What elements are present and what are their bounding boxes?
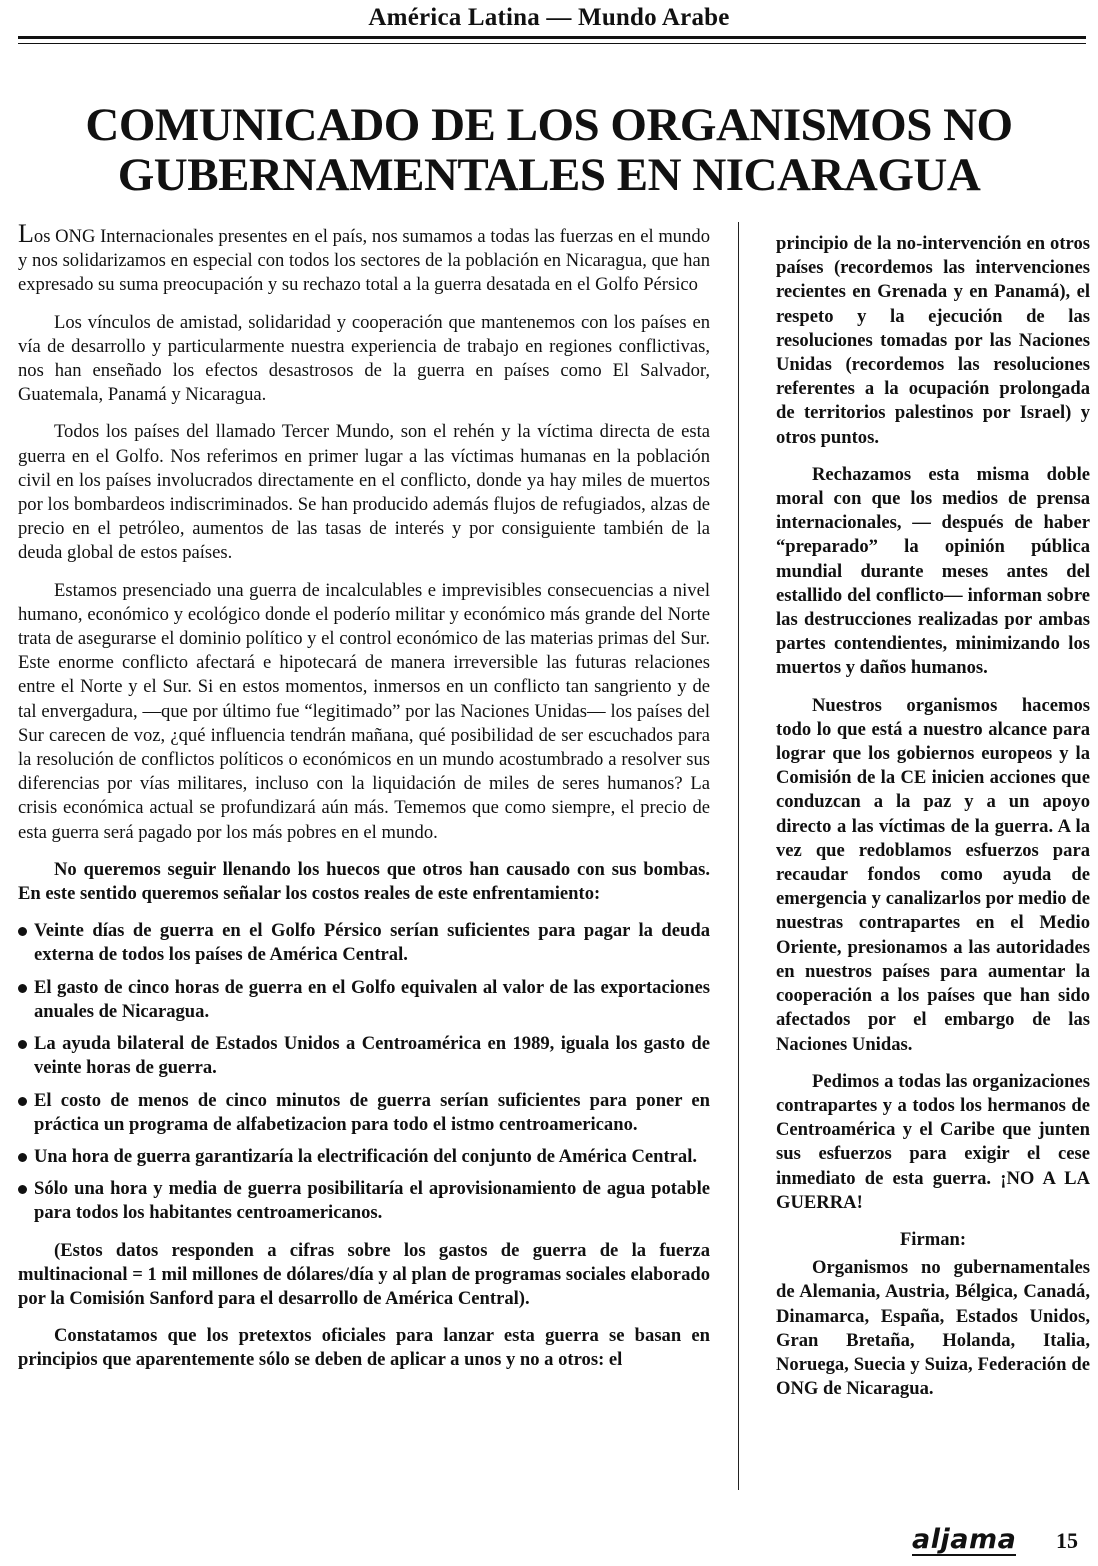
- paragraph-tercer-mundo: Todos los países del llamado Tercer Mundo, son el rehén y la víctima directa de esta guerra en el Golfo. Nos referimos en primer lugar a las víctimas humanas en la población civil en los países involucrados directamente en el conflicto, donde ya hay miles de muertos por los bombardeos indiscriminados. Se han producido además flujos de refugiados, alzas de precio en el petróleo, aumentos de las tasas de interés y por consiguiente también de la deuda global de estos países.: [18, 421, 710, 564]
- bullet-icon: [18, 984, 27, 993]
- headline-line-2: GUBERNAMENTALES EN NICARAGUA: [117, 149, 981, 201]
- paragraph-vinculos: Los vínculos de amistad, solidaridad y cooperación que mantenemos con los países en vía de desarrollo y particularmente nuestra experiencia de trabajo en regiones conflictivas, nos han enseñado los efectos desastrosos de la guerra en países como El Salvador, Guatemala, Panamá y Nicaragua.: [18, 311, 710, 406]
- bullet-icon: [18, 1097, 27, 1106]
- article-headline: [20, 100, 1078, 200]
- bullet-icon: [18, 1185, 27, 1194]
- right-column: [776, 232, 1090, 1414]
- paragraph-pedimos: Pedimos a todas las organizaciones contrapartes y a todos los hermanos de Centroamérica y el Caribe que junten sus esfuerzos para exigir el cese inmediato de esta guerra. ¡NO A LA GUERRA!: [776, 1070, 1090, 1213]
- list-item: Sólo una hora y media de guerra posibilitaría el aprovisionamiento de agua potable para todos los habitantes centroamericanos.: [18, 1177, 710, 1225]
- section-header: América Latina — Mundo Arabe: [368, 4, 730, 31]
- left-column: [18, 219, 710, 1386]
- cost-bullet-list: [18, 919, 710, 1225]
- bullet-icon: [18, 1040, 27, 1049]
- signatories-list: Organismos no gubernamentales de Alemania, Austria, Bélgica, Canadá, Dinamarca, España, Estados Unidos, Gran Bretaña, Holanda, Italia, Noruega, Suecia y Suiza, Federación de ONG de Nicaragua.: [776, 1257, 1090, 1400]
- list-item: Una hora de guerra garantizaría la electrificación del conjunto de América Central.: [18, 1145, 710, 1169]
- paragraph-intro: [18, 219, 710, 298]
- header-rule-thick: [18, 36, 1086, 39]
- signatures-label: Firman:: [899, 1228, 967, 1250]
- bullet-icon: [18, 927, 27, 936]
- list-item: Veinte días de guerra en el Golfo Pérsico serían suficientes para pagar la deuda externa de todos los países de América Central.: [18, 919, 710, 967]
- paragraph-intro-text: os ONG Internacionales presentes en el país, nos sumamos a todas las fuerzas en el mundo y nos solidarizamos en especial con todos los sectores de la población en Nicaragua, que han expresado su suma preocupación y su rechazo total a la guerra desatada en el Golfo Pérsico: [18, 226, 710, 296]
- paragraph-organismos: Nuestros organismos hacemos todo lo que está a nuestro alcance para lograr que los gobiernos europeos y la Comisión de la CE inicien acciones que conduzcan a la paz y a un apoyo directo a las víctimas de la guerra. A la vez que redoblamos esfuerzos para recaudar fondos como ayuda de emergencia y canalizarlos por medio de nuestras contrapartes en el Medio Oriente, presionamos a las autoridades en nuestros países para aumentar la cooperación a los países que han sido afectados por el embargo de las Naciones Unidas.: [776, 694, 1090, 1055]
- list-item: El costo de menos de cinco minutos de guerra serían suficientes para poner en práctica un programa de alfabetizacion para todo el istmo centroamericano.: [18, 1089, 710, 1137]
- headline-line-1: COMUNICADO DE LOS ORGANISMOS NO: [85, 99, 1013, 151]
- header-rule-thin: [18, 43, 1086, 44]
- paragraph-pretextos: Constatamos que los pretextos oficiales para lanzar esta guerra se basan en principios que aparentemente sólo se deben de aplicar a unos y no a otros: el: [18, 1325, 710, 1371]
- column-divider: [738, 222, 739, 1490]
- paragraph-costos-intro: No queremos seguir llenando los huecos que otros han causado con sus bombas. En este sentido queremos señalar los costos reales de este enfrentamiento:: [18, 858, 710, 905]
- page-number: 15: [1056, 1528, 1078, 1553]
- magazine-logo: aljama: [912, 1524, 1017, 1555]
- paragraph-datos-note: (Estos datos responden a cifras sobre los gastos de guerra de la fuerza multinacional = 1 mil millones de dólares/día y al plan de programas sociales elaborado por la Comisión Sanford para el desarrollo de América Central).: [18, 1239, 710, 1309]
- paragraph-consecuencias: Estamos presenciado una guerra de incalculables e imprevisibles consecuencias a nivel humano, económico y ecológico donde el poderío militar y económico más grande del Norte trata de asegurarse el dominio político y el control económico de las materias primas del Sur. Este enorme conflicto afectará e hipotecará de manera irreversible las futuras relaciones entre el Norte y el Sur. Si en estos momentos, inmersos en un conflicto tan sangriento y de tal envergadura, —que por último fue “legitimado” por las Naciones Unidas— los países del Sur carecen de voz, ¿qué influencia tendrán mañana, qué posibilidad de ser escuchados para la resolución de conflictos políticos o económicos en un mundo acostumbrado a resolver sus diferencias por vías militares, incluso con la liquidación de miles de seres humanos? La crisis económica actual se profundizará aún más. Tememos que como siempre, el precio de esta guerra será pagado por los más pobres en el mundo.: [18, 579, 710, 843]
- slogan: ¡NO A LA GUERRA!: [776, 1167, 1090, 1213]
- paragraph-no-intervencion: principio de la no-intervención en otros países (recordemos las intervenciones recientes en Grenada y en Panamá), el respeto y la ejecución de las resoluciones tomadas por las Naciones Unidas (recordemos las resoluciones referentes a la ocupación prolongada de territorios palestinos por Israel) y otros puntos.: [776, 233, 1090, 448]
- list-item: La ayuda bilateral de Estados Unidos a Centroamérica en 1989, iguala los gasto de veinte horas de guerra.: [18, 1032, 710, 1080]
- drop-cap: L: [18, 219, 34, 248]
- list-item: El gasto de cinco horas de guerra en el Golfo equivalen al valor de las exportaciones anuales de Nicaragua.: [18, 976, 710, 1024]
- paragraph-doble-moral: Rechazamos esta misma doble moral con que los medios de prensa internacionales, — después de haber “preparado” la opinión pública mundial durante meses antes del estallido del conflicto— informan sobre las destrucciones realizadas por ambas partes contendientes, minimizando los muertos y daños humanos.: [776, 463, 1090, 679]
- bullet-icon: [18, 1153, 27, 1162]
